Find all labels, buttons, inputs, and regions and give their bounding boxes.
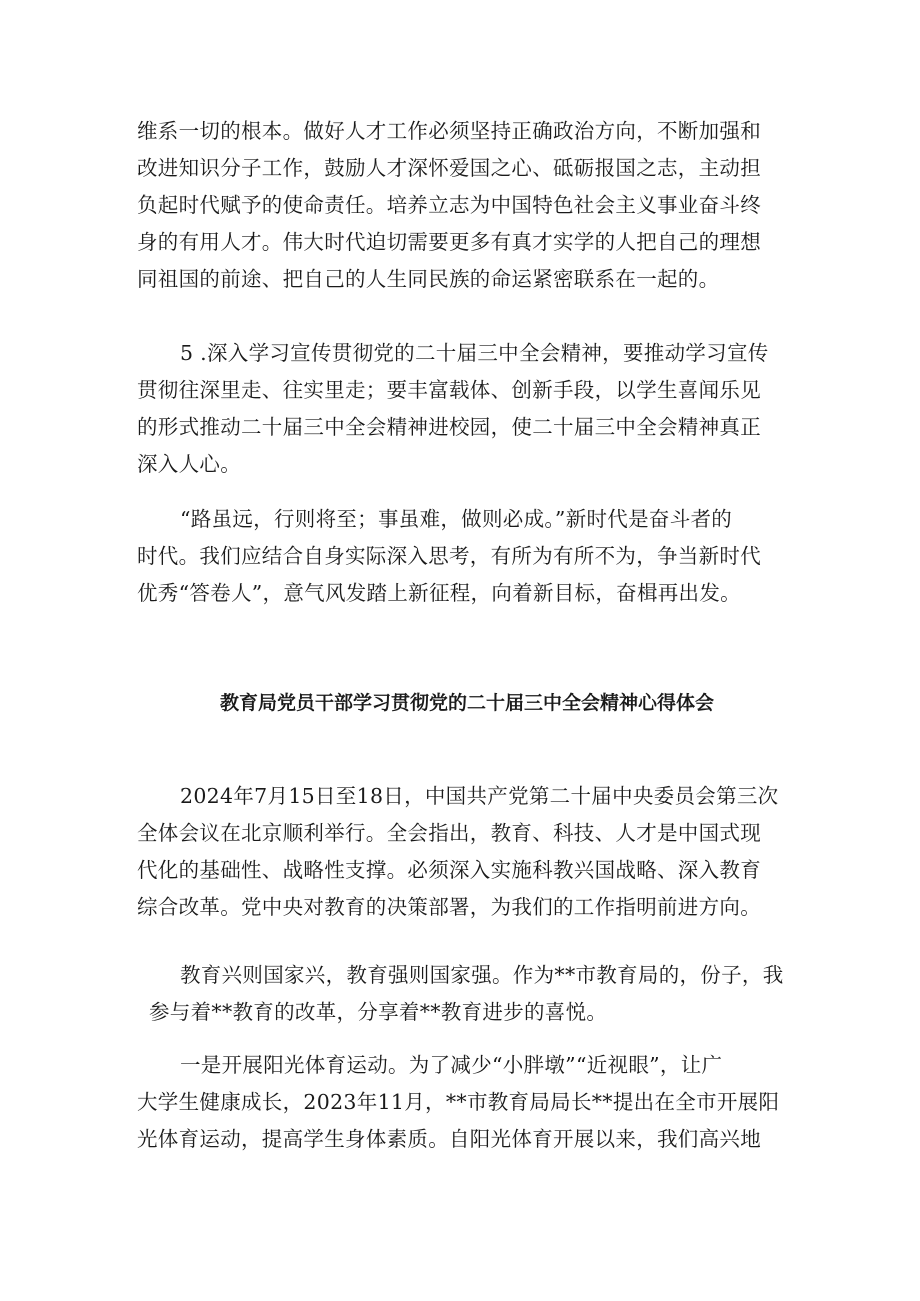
text-line: 改进知识分子工作，鼓励人才深怀爱国之心、砥砺报国之志，主动担 <box>137 156 761 180</box>
text-line: 全体会议在北京顺利举行。全会指出，教育、科技、人才是中国式现 <box>137 821 761 845</box>
article-title: 教育局党员干部学习贯彻党的二十届三中全会精神心得体会 <box>219 692 714 714</box>
paragraph-education-role <box>137 957 797 1031</box>
text-line: 5 .深入学习宣传贯彻党的二十届三中全会精神，要推动学习宣传 <box>180 341 769 365</box>
text-line: 教育兴则国家兴，教育强则国家强。作为**市教育局的，份子，我 <box>180 963 784 987</box>
paragraph-conclusion <box>137 501 797 612</box>
paragraph-plenum-intro <box>137 778 797 926</box>
text-line: 的形式推动二十届三中全会精神进校园，使二十届三中全会精神真正 <box>137 415 761 439</box>
text-line: 优秀“答卷人”，意气风发踏上新征程，向着新目标，奋楫再出发。 <box>137 581 741 605</box>
text-line: 代化的基础性、战略性支撑。必须深入实施科教兴国战略、深入教育 <box>137 858 761 882</box>
text-line: 深入人心。 <box>137 452 241 476</box>
paragraph-talent-work <box>137 113 797 298</box>
text-line: 大学生健康成长，2023年11月，**市教育局局长**提出在全市开展阳 <box>137 1090 780 1114</box>
text-line: 负起时代赋予的使命责任。培养立志为中国特色社会主义事业奋斗终 <box>137 193 761 217</box>
text-line: 同祖国的前途、把自己的人生同民族的命运紧密联系在一起的。 <box>137 267 720 291</box>
text-line: 身的有用人才。伟大时代迫切需要更多有真才实学的人把自己的理想 <box>137 230 761 254</box>
paragraph-point-5 <box>137 335 797 483</box>
text-line: 参与着**教育的改革，分享着**教育进步的喜悦。 <box>149 1000 608 1024</box>
text-line: 一是开展阳光体育运动。为了减少“小胖墩”“近视眼”，让广 <box>180 1053 723 1077</box>
text-line: 贯彻往深里走、往实里走；要丰富载体、创新手段，以学生喜闻乐见 <box>137 378 761 402</box>
text-line: “路虽远，行则将至；事虽难，做则必成。”新时代是奋斗者的 <box>180 507 733 531</box>
text-line: 2024年7月15日至18日，中国共产党第二十届中央委员会第三次 <box>180 784 779 808</box>
text-line: 维系一切的根本。做好人才工作必须坚持正确政治方向，不断加强和 <box>137 119 761 143</box>
text-line: 时代。我们应结合自身实际深入思考，有所为有所不为，争当新时代 <box>137 544 761 568</box>
text-line: 光体育运动，提高学生身体素质。自阳光体育开展以来，我们高兴地 <box>137 1127 761 1151</box>
paragraph-sunshine-sports <box>137 1047 797 1158</box>
text-line: 综合改革。党中央对教育的决策部署，为我们的工作指明前进方向。 <box>137 895 761 919</box>
